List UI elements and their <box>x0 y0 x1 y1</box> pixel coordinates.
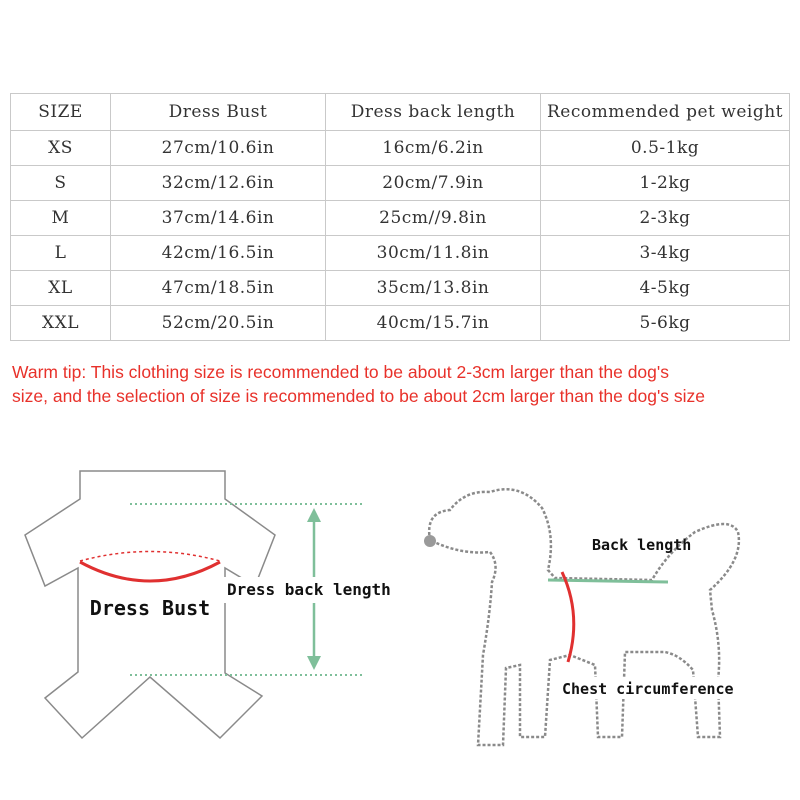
cell-size: L <box>11 236 111 271</box>
dog-nose-icon <box>424 535 436 547</box>
cell-bust: 42cm/16.5in <box>111 236 326 271</box>
cell-size: XXL <box>11 306 111 341</box>
cell-size: XS <box>11 131 111 166</box>
cell-weight: 1-2kg <box>541 166 790 201</box>
cell-size: XL <box>11 271 111 306</box>
back-length-arrow-up <box>307 508 321 522</box>
header-size: SIZE <box>11 94 111 131</box>
dog-back-length-label: Back length <box>592 536 692 554</box>
cell-bust: 47cm/18.5in <box>111 271 326 306</box>
cell-weight: 0.5-1kg <box>541 131 790 166</box>
dog-illustration <box>424 489 756 745</box>
header-pet-weight: Recommended pet weight <box>541 94 790 131</box>
warm-tip <box>12 360 792 408</box>
table-row <box>11 306 790 341</box>
dress-bust-label: Dress Bust <box>89 596 211 620</box>
cell-back-length: 16cm/6.2in <box>326 131 541 166</box>
dress-back-length-label: Dress back length <box>227 580 391 599</box>
table-header-row <box>11 94 790 131</box>
cell-back-length: 25cm//9.8in <box>326 201 541 236</box>
warm-tip-line-1: Warm tip: This clothing size is recommended to be about 2-3cm larger than the dog's <box>12 362 669 382</box>
dog-outline <box>429 489 739 745</box>
header-back-length: Dress back length <box>326 94 541 131</box>
cell-bust: 37cm/14.6in <box>111 201 326 236</box>
cell-weight: 5-6kg <box>541 306 790 341</box>
table-row <box>11 271 790 306</box>
cell-back-length: 35cm/13.8in <box>326 271 541 306</box>
cell-back-length: 30cm/11.8in <box>326 236 541 271</box>
cell-size: S <box>11 166 111 201</box>
cell-weight: 2-3kg <box>541 201 790 236</box>
header-dress-bust: Dress Bust <box>111 94 326 131</box>
cell-weight: 4-5kg <box>541 271 790 306</box>
table-row <box>11 166 790 201</box>
cell-bust: 52cm/20.5in <box>111 306 326 341</box>
back-length-arrow-down <box>307 656 321 670</box>
dog-chest-measure-curve <box>562 572 574 662</box>
cell-back-length: 40cm/15.7in <box>326 306 541 341</box>
measurement-diagram <box>0 440 800 800</box>
cell-bust: 27cm/10.6in <box>111 131 326 166</box>
cell-weight: 3-4kg <box>541 236 790 271</box>
table-row <box>11 236 790 271</box>
table-row <box>11 131 790 166</box>
table-row <box>11 201 790 236</box>
dog-chest-circumference-label: Chest circumference <box>562 680 734 698</box>
cell-bust: 32cm/12.6in <box>111 166 326 201</box>
cell-size: M <box>11 201 111 236</box>
warm-tip-line-2: size, and the selection of size is recommended to be about 2cm larger than the dog's size <box>12 386 706 406</box>
garment-illustration <box>25 471 398 738</box>
size-chart-table <box>10 93 790 341</box>
cell-back-length: 20cm/7.9in <box>326 166 541 201</box>
